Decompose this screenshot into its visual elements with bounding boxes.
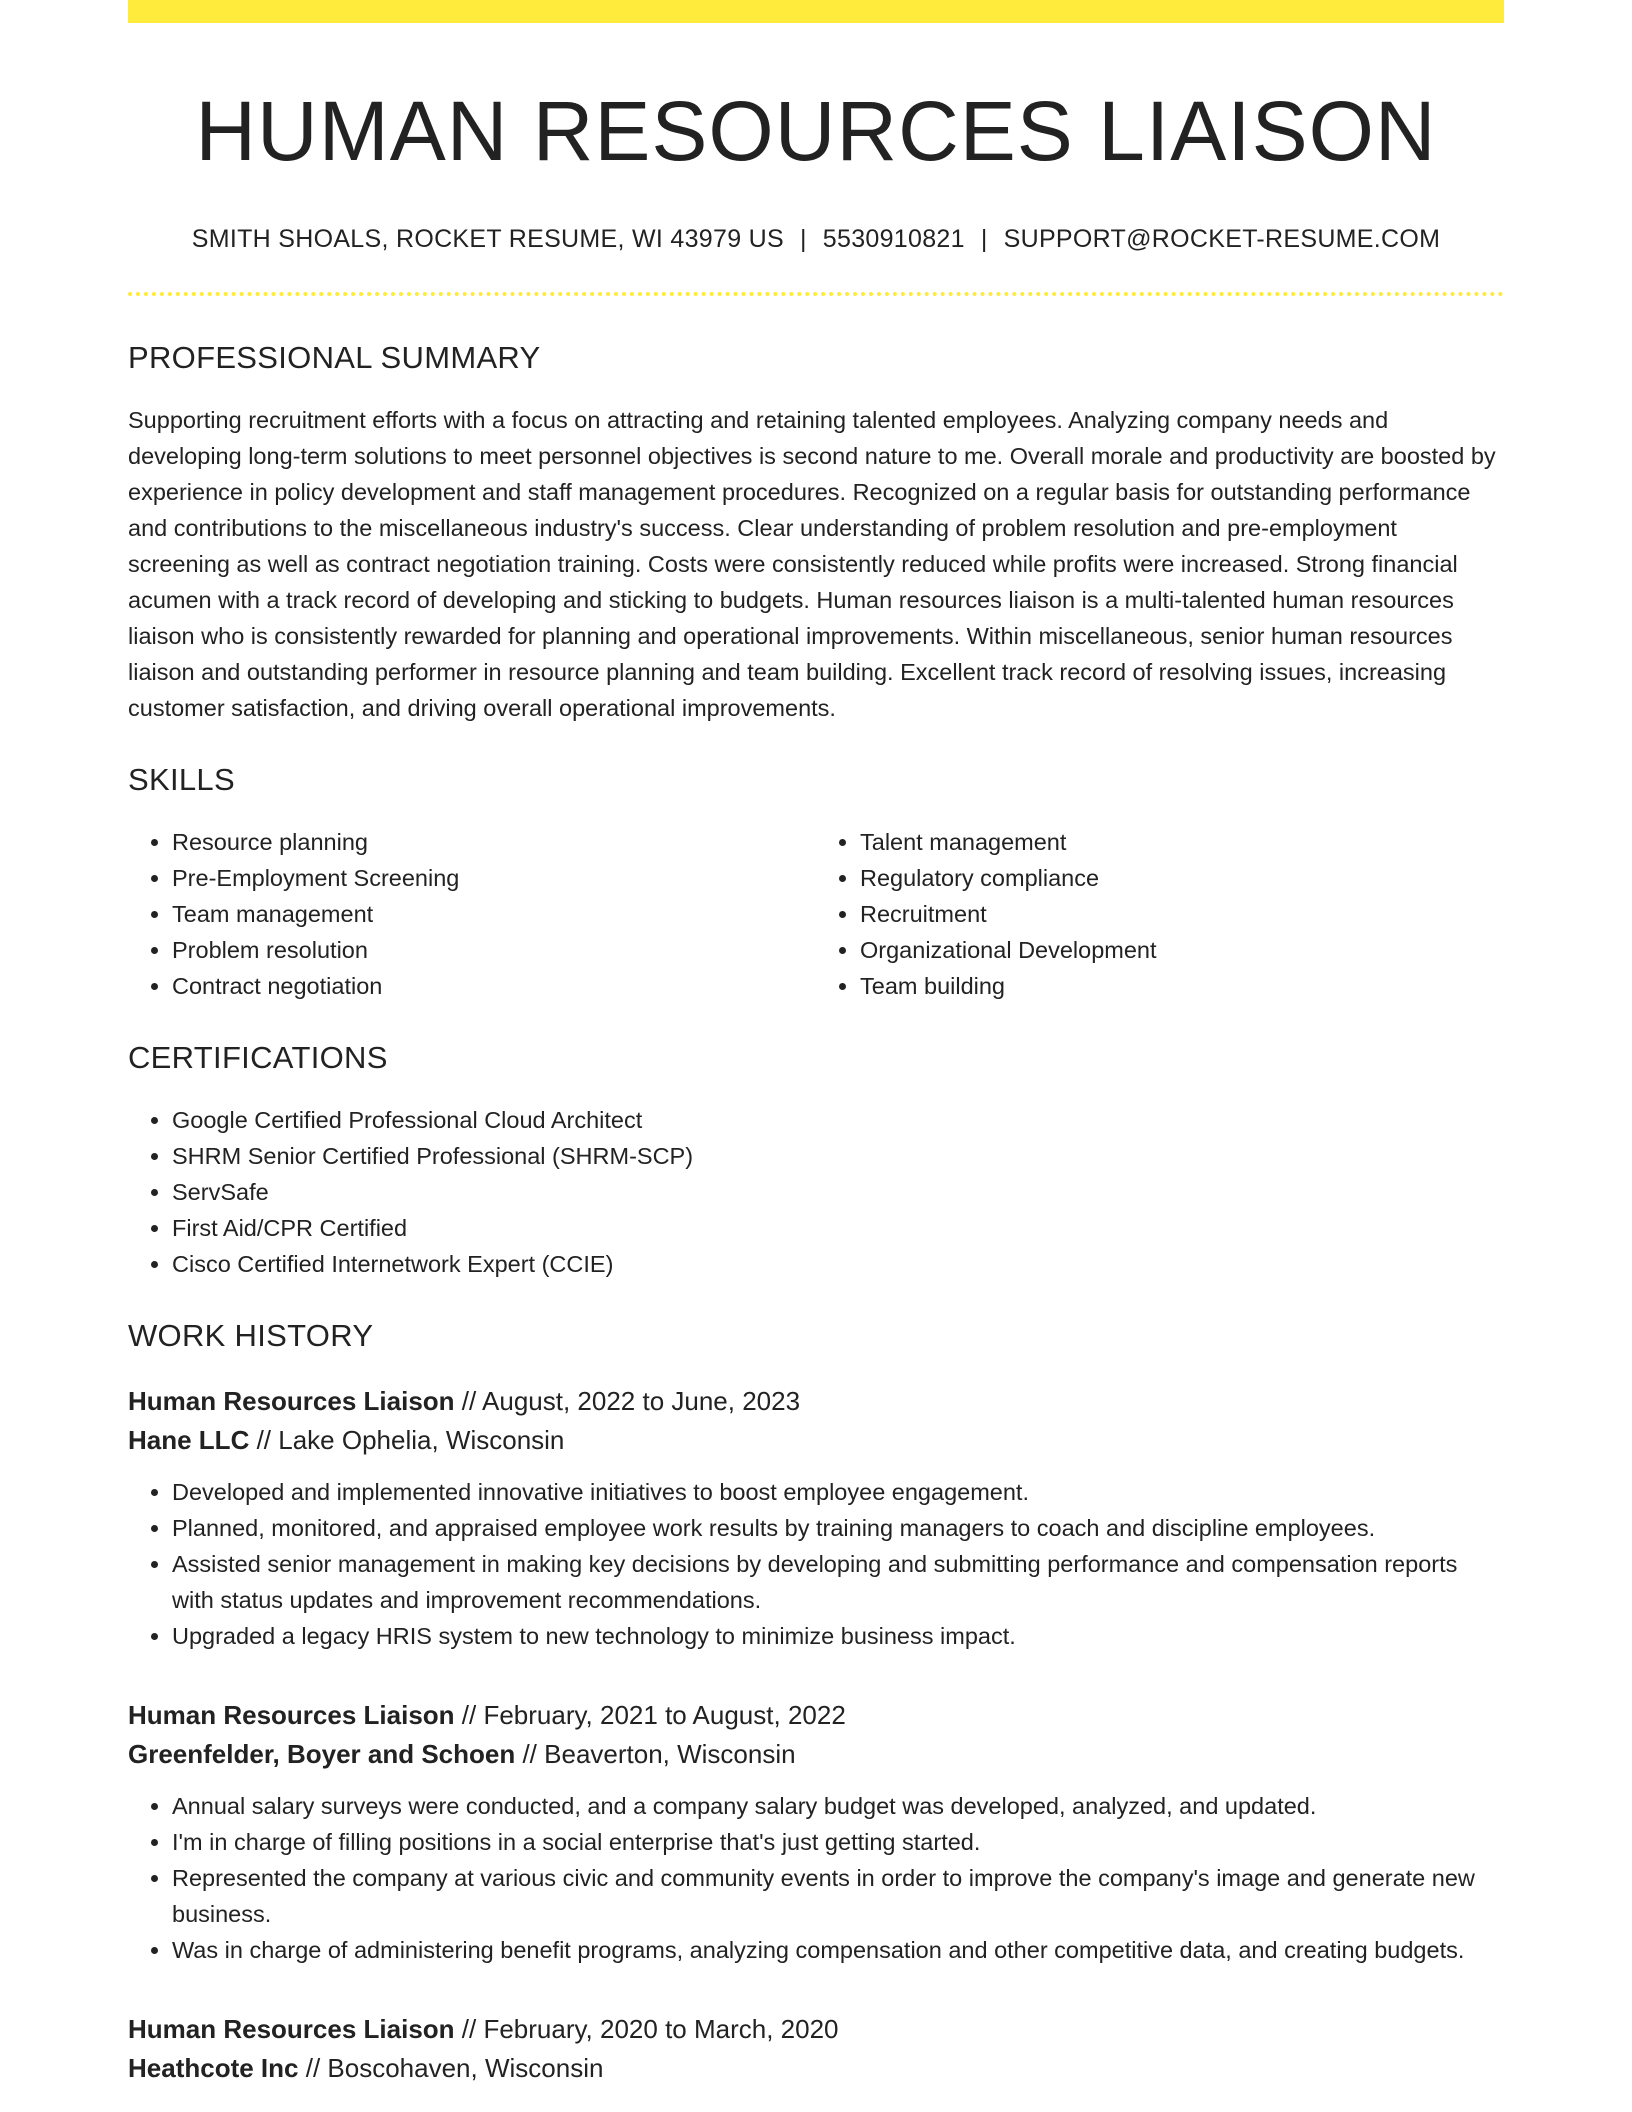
job-title: Human Resources Liaison: [128, 2014, 455, 2045]
job-bullets: [128, 1474, 1504, 1654]
skill-item: • Problem resolution: [172, 932, 816, 968]
job-entry: [128, 1696, 1504, 1968]
summary-text: Supporting recruitment efforts with a focus on attracting and retaining talented employees. Analyzing company needs and developing long-term solutions to meet personnel objectives is second nature to me. Overall morale and productivity are boosted by experience in policy development and staff management procedures. Recognized on a regular basis for outstanding performance and contributions to the miscellaneous industry's success. Clear understanding of problem resolution and pre-employment screening as well as contract negotiation training. Costs were consistently reduced while profits were increased. Strong financial acumen with a track record of developing and sticking to budgets. Human resources liaison is a multi-talented human resources liaison who is consistently rewarded for planning and operational improvements. Within miscellaneous, senior human resources liaison and outstanding performer in resource planning and team building. Excellent track record of resolving issues, increasing customer satisfaction, and driving overall operational improvements.: [128, 407, 1496, 722]
job-title-line: [128, 1382, 1504, 1421]
job-delimiter: //: [454, 1700, 484, 1731]
certification-item: • ServSafe: [172, 1174, 1504, 1210]
contact-address: SMITH SHOALS, ROCKET RESUME, WI 43979 US: [191, 225, 784, 254]
job-bullet: • Annual salary surveys were conducted, and a company salary budget was developed, analyzed, and updated.: [172, 1788, 1504, 1824]
job-bullet: • Upgraded a legacy HRIS system to new technology to minimize business impact.: [172, 1618, 1504, 1654]
skill-item: • Team building: [860, 968, 1504, 1004]
skills-list-left: [128, 824, 816, 1004]
contact-line: [128, 225, 1504, 254]
dotted-divider: [128, 292, 1504, 296]
job-title: Human Resources Liaison: [128, 1700, 455, 1731]
job-title: Human Resources Liaison: [128, 1386, 455, 1417]
job-bullets: [128, 1788, 1504, 1968]
job-company-line: [128, 1421, 1504, 1460]
job-company: Greenfelder, Boyer and Schoen: [128, 1739, 516, 1770]
job-dates: February, 2020 to March, 2020: [483, 2014, 839, 2045]
job-company-line: [128, 1735, 1504, 1774]
job-location: Beaverton, Wisconsin: [544, 1739, 796, 1770]
contact-separator: |: [980, 225, 988, 254]
skill-item: • Talent management: [860, 824, 1504, 860]
top-accent-bar: [128, 0, 1504, 23]
skill-item: • Team management: [172, 896, 816, 932]
job-dates: February, 2021 to August, 2022: [483, 1700, 846, 1731]
job-location: Boscohaven, Wisconsin: [327, 2053, 604, 2084]
contact-email: SUPPORT@ROCKET-RESUME.COM: [1003, 225, 1441, 254]
skill-item: • Pre-Employment Screening: [172, 860, 816, 896]
certifications-list: [128, 1102, 1504, 1282]
job-title-line: [128, 1696, 1504, 1735]
job-bullet: • Represented the company at various civic and community events in order to improve the company's image and generate new business.: [172, 1860, 1504, 1932]
job-bullet: • Planned, monitored, and appraised employee work results by training managers to coach and discipline employees.: [172, 1510, 1504, 1546]
job-delimiter: //: [298, 2053, 328, 2084]
certification-item: • Google Certified Professional Cloud Architect: [172, 1102, 1504, 1138]
certification-item: • SHRM Senior Certified Professional (SHRM-SCP): [172, 1138, 1504, 1174]
job-bullet: • Developed and implemented innovative initiatives to boost employee engagement.: [172, 1474, 1504, 1510]
job-location: Lake Ophelia, Wisconsin: [278, 1425, 565, 1456]
job-company: Heathcote Inc: [128, 2053, 299, 2084]
resume-name: HUMAN RESOURCES LIAISON: [195, 84, 1437, 178]
resume-page: [128, 0, 1504, 2088]
skill-item: • Resource planning: [172, 824, 816, 860]
job-entry: [128, 2010, 1504, 2088]
job-bullet: • Assisted senior management in making key decisions by developing and submitting performance and compensation reports with status updates and improvement recommendations.: [172, 1546, 1504, 1618]
job-title-line: [128, 2010, 1504, 2049]
skill-item: • Recruitment: [860, 896, 1504, 932]
job-bullet: • Was in charge of administering benefit programs, analyzing compensation and other competitive data, and creating budgets.: [172, 1932, 1504, 1968]
section-title-summary: PROFESSIONAL SUMMARY: [128, 340, 541, 376]
contact-separator: |: [799, 225, 807, 254]
skills-list-right: [816, 824, 1504, 1004]
job-delimiter: //: [249, 1425, 279, 1456]
section-title-skills: SKILLS: [128, 762, 235, 798]
job-company-line: [128, 2049, 1504, 2088]
certification-item: • First Aid/CPR Certified: [172, 1210, 1504, 1246]
job-bullet: • I'm in charge of filling positions in a social enterprise that's just getting started.: [172, 1824, 1504, 1860]
certification-item: • Cisco Certified Internetwork Expert (CCIE): [172, 1246, 1504, 1282]
job-entry: [128, 1382, 1504, 1654]
skill-item: • Contract negotiation: [172, 968, 816, 1004]
contact-phone: 5530910821: [822, 225, 965, 254]
skill-item: • Regulatory compliance: [860, 860, 1504, 896]
job-dates: August, 2022 to June, 2023: [482, 1386, 801, 1417]
section-title-certifications: CERTIFICATIONS: [128, 1040, 388, 1076]
skills-columns: [128, 824, 1504, 1004]
job-delimiter: //: [454, 2014, 484, 2045]
section-title-work-history: WORK HISTORY: [128, 1318, 374, 1354]
job-company: Hane LLC: [128, 1425, 250, 1456]
skill-item: • Organizational Development: [860, 932, 1504, 968]
job-delimiter: //: [454, 1386, 483, 1417]
job-delimiter: //: [515, 1739, 545, 1770]
